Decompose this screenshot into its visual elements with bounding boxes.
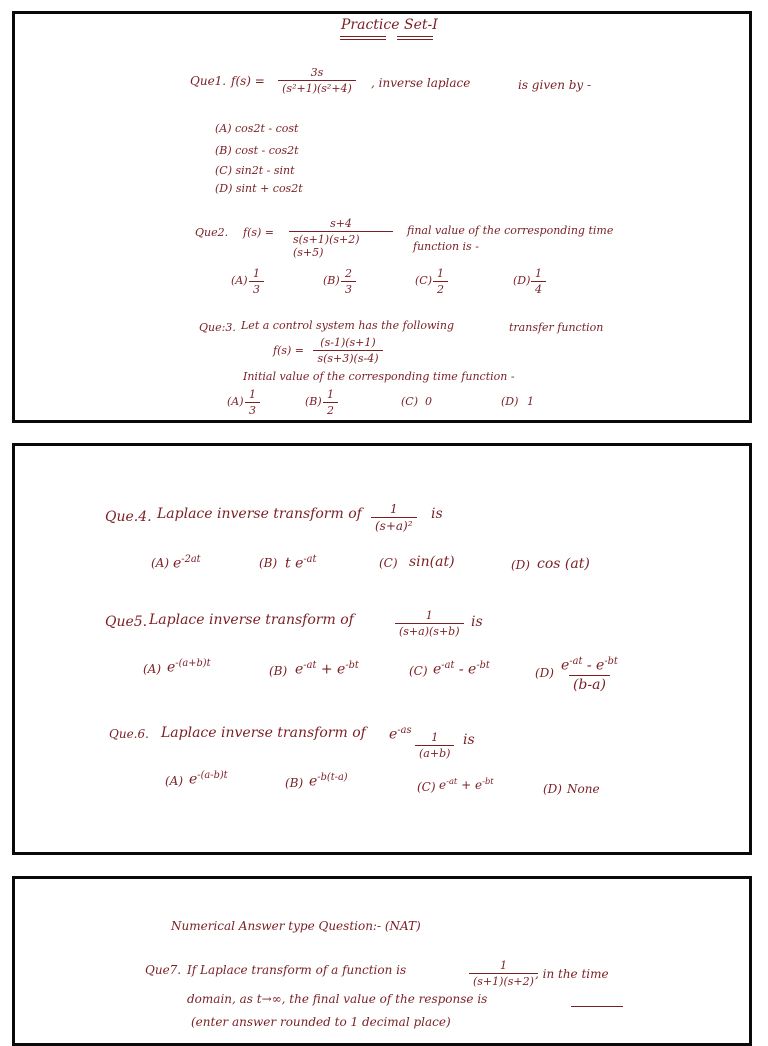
question-2-option-b-fraction: [341, 267, 356, 296]
question-6-option-d: None: [567, 782, 600, 796]
question-7-label: Que7.: [145, 963, 182, 977]
question-6-text: Laplace inverse transform of: [161, 725, 366, 741]
question-6-exponential: [389, 725, 411, 743]
question-5-option-c-exp-1: -at: [441, 660, 455, 671]
question-5-option-d-exp-2: -bt: [604, 656, 618, 667]
question-1-label: Que1.: [190, 74, 227, 88]
question-5-option-b-term-1: e: [295, 661, 304, 678]
question-5-option-d-term-1: e: [561, 657, 570, 674]
question-3-numerator: (s-1)(s+1): [320, 336, 376, 349]
question-6-fraction: [415, 731, 454, 760]
question-2-numerator: s+4: [330, 217, 352, 230]
question-3-option-c-value: 0: [425, 395, 432, 408]
question-3-fraction: [311, 336, 385, 365]
question-4-fraction: [371, 502, 417, 533]
question-6-option-c-exp-2: -bt: [482, 776, 494, 786]
question-4-is: is: [431, 506, 443, 522]
question-6-option-b-base: e: [309, 773, 318, 790]
question-6-option-c-term-1: e: [439, 778, 447, 792]
question-4-option-d-label: (D): [511, 558, 530, 572]
question-2-option-d-num: 1: [535, 267, 542, 280]
question-2-option-d-label: (D): [513, 274, 531, 287]
question-5-option-c-exp-2: -bt: [476, 660, 490, 671]
question-6-option-b-exponent: -b(t-a): [317, 772, 348, 783]
question-2-option-a-label: (A): [231, 274, 248, 287]
question-4-option-b-label: (B): [259, 556, 278, 570]
question-4-option-b-exponent: -at: [303, 554, 317, 565]
question-4-option-b-base: t e: [285, 555, 304, 572]
question-3-label: Que:3.: [199, 321, 236, 334]
question-6-option-c-label: (C): [417, 780, 436, 794]
question-7-text-1b: , in the time: [535, 967, 609, 981]
question-6-option-b-label: (B): [285, 776, 304, 790]
question-2-option-c-num: 1: [437, 267, 444, 280]
question-7-denominator: (s+1)(s+2): [469, 973, 538, 988]
question-7-text-1: If Laplace transform of a function is: [187, 963, 407, 977]
question-1-denominator: (s²+1)(s²+4): [278, 80, 356, 95]
question-6-exponential-exponent: -as: [397, 725, 412, 736]
question-6-option-b: [309, 772, 348, 790]
question-6-option-a: [189, 770, 228, 788]
question-1-option-b: (B) cost - cos2t: [215, 144, 299, 157]
question-6-option-a-exponent: -(a-b)t: [197, 770, 228, 781]
question-3-option-b-den: 2: [323, 402, 338, 417]
question-6-option-a-base: e: [189, 771, 198, 788]
practice-set-panel-2: [12, 443, 752, 855]
question-2-option-d-den: 4: [531, 281, 546, 296]
question-5-option-c-term-2: - e: [454, 661, 477, 678]
question-1-lhs: f(s) =: [231, 74, 265, 88]
title-underline-1: [340, 36, 386, 40]
question-5-option-d-label: (D): [535, 666, 554, 680]
question-5-option-d-numerator: [557, 656, 622, 675]
question-4-option-b: [285, 554, 316, 572]
question-4-option-a: [173, 554, 201, 572]
question-5-option-b-exp-2: -bt: [345, 660, 359, 671]
question-4-option-d: cos (at): [537, 556, 590, 572]
question-3-lhs: f(s) =: [273, 344, 305, 357]
question-2-option-c-fraction: [433, 267, 448, 296]
section-heading: Numerical Answer type Question:- (NAT): [171, 919, 421, 933]
question-5-option-d-exp-1: -at: [569, 656, 583, 667]
question-4-option-a-exponent: -2at: [181, 554, 201, 565]
question-6-option-a-label: (A): [165, 774, 184, 788]
question-1-text: , inverse laplace: [371, 76, 471, 90]
question-3-option-b-label: (B): [305, 395, 322, 408]
question-2-denominator: s(s+1)(s+2)(s+5): [289, 231, 393, 259]
question-5-option-d-denominator: (b-a): [569, 675, 610, 693]
question-3-option-c-label: (C): [401, 395, 418, 408]
question-2-lhs: f(s) =: [243, 226, 275, 239]
question-5-text: Laplace inverse transform of: [149, 612, 354, 628]
question-4-option-a-label: (A): [151, 556, 170, 570]
question-1-option-d: (D) sint + cos2t: [215, 182, 303, 195]
question-1-numerator: 3s: [310, 66, 324, 79]
question-1-fraction: [277, 66, 357, 95]
question-1-text-2: is given by -: [518, 78, 592, 92]
question-5-option-a-base: e: [167, 659, 176, 676]
question-3-option-a-den: 3: [245, 402, 260, 417]
question-6-is: is: [463, 732, 475, 748]
page-title: Practice Set-I: [341, 17, 438, 33]
question-3-option-a-num: 1: [249, 388, 256, 401]
question-2-option-b-den: 3: [341, 281, 356, 296]
question-3-option-b-num: 1: [327, 388, 334, 401]
question-2-option-c-label: (C): [415, 274, 432, 287]
question-5-option-b-exp-1: -at: [303, 660, 317, 671]
question-4-option-a-base: e: [173, 555, 182, 572]
question-3-option-d-value: 1: [527, 395, 534, 408]
question-6-option-c-exp-1: -at: [446, 776, 458, 786]
question-2-option-a-num: 1: [253, 267, 260, 280]
question-2-option-b-num: 2: [345, 267, 352, 280]
answer-blank[interactable]: [571, 1006, 623, 1007]
question-5-option-b: [295, 660, 359, 678]
question-5-option-a-exponent: -(a+b)t: [175, 658, 211, 669]
question-2-fraction: [289, 217, 393, 259]
question-7-numerator: 1: [499, 959, 507, 972]
question-5-option-c: [433, 660, 490, 678]
question-5-label: Que5.: [105, 614, 148, 630]
question-5-numerator: 1: [425, 609, 433, 622]
question-5-option-b-label: (B): [269, 664, 288, 678]
question-3-text-1b: transfer function: [509, 321, 604, 334]
question-5-option-c-label: (C): [409, 664, 428, 678]
question-6-option-c: [439, 776, 494, 792]
question-5-fraction: [395, 609, 464, 638]
question-2-text-1: final value of the corresponding time: [407, 224, 614, 237]
question-4-denominator: (s+a)²: [371, 517, 417, 533]
question-1-option-c: (C) sin2t - sint: [215, 164, 295, 177]
question-2-text-2: function is -: [413, 240, 479, 253]
question-6-option-c-term-2: + e: [457, 778, 483, 792]
question-5-option-b-term-2: + e: [316, 661, 346, 678]
question-3-option-a-label: (A): [227, 395, 244, 408]
question-7-text-2: domain, as t→∞, the final value of the response is: [187, 992, 488, 1006]
question-2-option-a-fraction: [249, 267, 264, 296]
title-underline-2: [397, 36, 433, 40]
question-2-option-b-label: (B): [323, 274, 340, 287]
question-5-option-a: [167, 658, 211, 676]
question-4-option-c: sin(at): [409, 554, 455, 570]
question-1-option-a: (A) cos2t - cost: [215, 122, 299, 135]
practice-set-panel-1: [12, 11, 752, 423]
question-5-is: is: [471, 614, 483, 630]
question-5-denominator: (s+a)(s+b): [395, 623, 464, 638]
question-7-text-3: (enter answer rounded to 1 decimal place): [191, 1015, 451, 1029]
practice-set-panel-3: [12, 876, 752, 1046]
question-5-option-c-term-1: e: [433, 661, 442, 678]
question-7-fraction: [469, 959, 538, 988]
question-3-denominator: s(s+3)(s-4): [313, 350, 382, 365]
question-5-option-a-label: (A): [143, 662, 162, 676]
question-3-option-d-label: (D): [501, 395, 519, 408]
question-5-option-d-term-2: - e: [582, 657, 605, 674]
question-5-option-d-fraction: [557, 656, 622, 693]
question-2-option-d-fraction: [531, 267, 546, 296]
question-3-text-1: Let a control system has the following: [241, 319, 455, 332]
question-4-label: Que.4.: [105, 509, 152, 525]
question-6-denominator: (a+b): [415, 745, 454, 760]
question-2-label: Que2.: [195, 226, 229, 239]
question-3-text-2: Initial value of the corresponding time function -: [243, 370, 515, 383]
question-3-option-b-fraction: [323, 388, 338, 417]
question-6-option-d-label: (D): [543, 782, 562, 796]
question-2-option-c-den: 2: [433, 281, 448, 296]
question-3-option-a-fraction: [245, 388, 260, 417]
question-6-label: Que.6.: [109, 727, 149, 741]
question-4-text: Laplace inverse transform of: [157, 506, 362, 522]
question-2-option-a-den: 3: [249, 281, 264, 296]
question-4-numerator: 1: [389, 502, 398, 516]
question-4-option-c-label: (C): [379, 556, 398, 570]
question-6-numerator: 1: [431, 731, 439, 744]
question-6-exponential-base: e: [389, 726, 398, 743]
